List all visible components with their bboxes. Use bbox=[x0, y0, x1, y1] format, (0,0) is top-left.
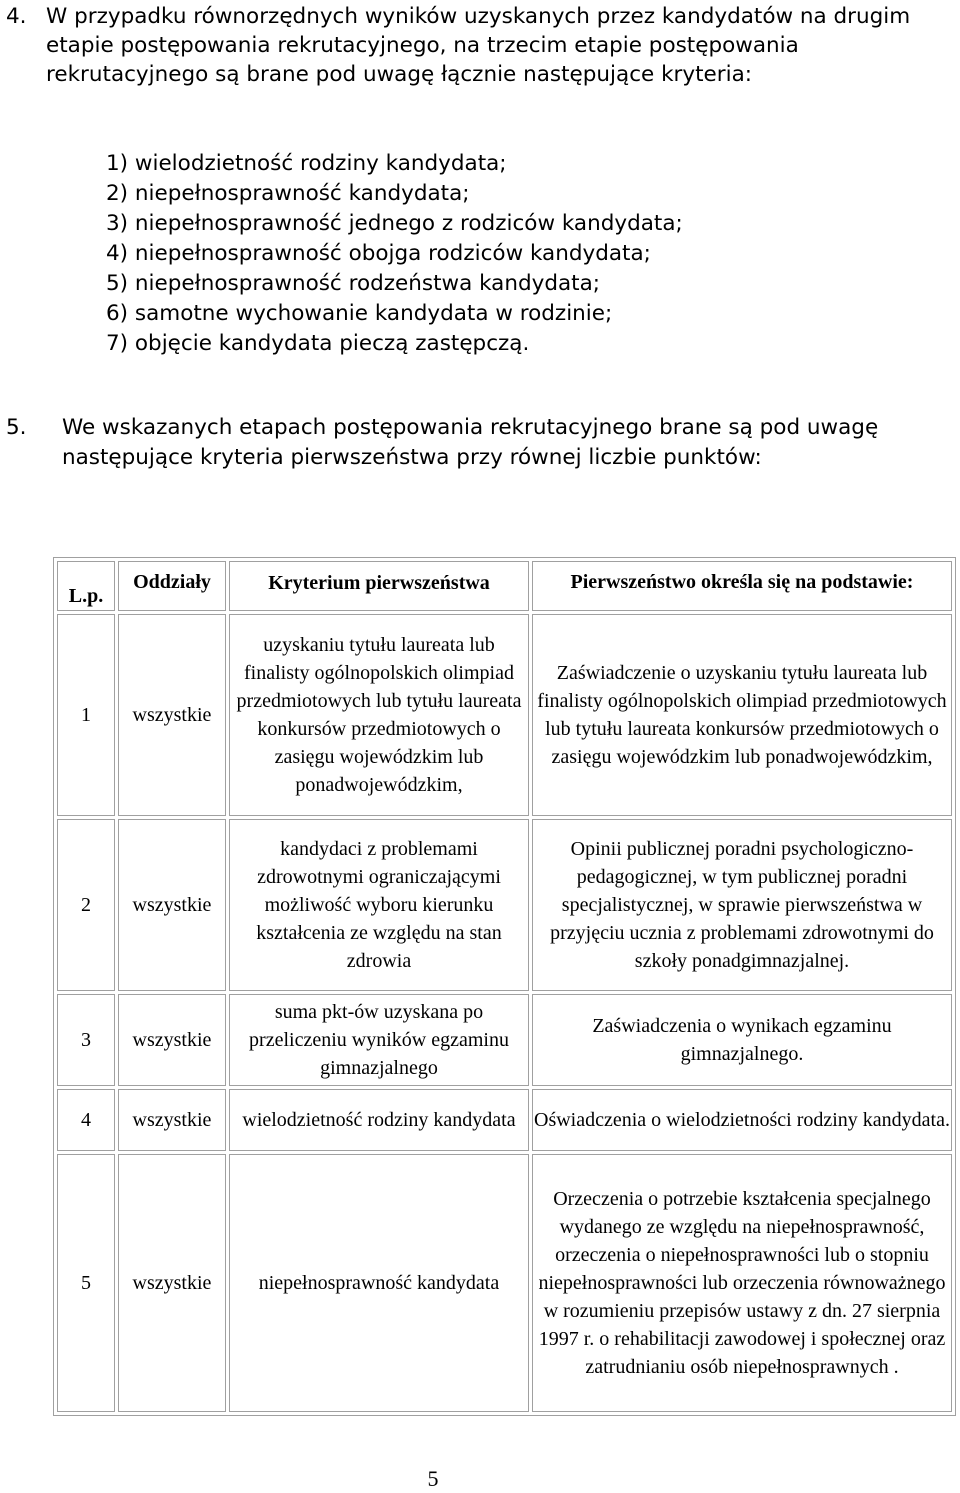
cell-podstawa: Oświadczenia o wielodzietności rodziny kandydata. bbox=[532, 1089, 952, 1151]
cell-kryterium: kandydaci z problemami zdrowotnymi ograniczającymi możliwość wyboru kierunku kształcenia ze względu na stan zdrowia bbox=[229, 819, 529, 991]
cell-lp: 1 bbox=[57, 614, 115, 816]
criteria-item: 1) wielodzietność rodziny kandydata; bbox=[106, 151, 507, 176]
cell-oddzialy: wszystkie bbox=[118, 1154, 226, 1412]
priority-table bbox=[53, 557, 956, 1416]
cell-podstawa: Zaświadczenia o wynikach egzaminu gimnazjalnego. bbox=[532, 994, 952, 1086]
cell-podstawa: Opinii publicznej poradni psychologiczno-pedagogicznej, w tym publicznej poradni specjalistycznej, w sprawie pierwszeństwa w przyjęciu ucznia z problemami zdrowotnymi do szkoły ponadgimnazjalnej. bbox=[532, 819, 952, 991]
cell-lp: 4 bbox=[57, 1089, 115, 1151]
cell-kryterium: uzyskaniu tytułu laureata lub finalisty ogólnopolskich olimpiad przedmiotowych lub tytułu laureata konkursów przedmiotowych o zasięgu wojewódzkim lub ponadwojewódzkim, bbox=[229, 614, 529, 816]
criteria-item: 2) niepełnosprawność kandydata; bbox=[106, 181, 470, 206]
table-row bbox=[57, 614, 952, 816]
section-4 bbox=[6, 2, 956, 89]
section-5 bbox=[6, 413, 956, 473]
cell-oddzialy: wszystkie bbox=[118, 1089, 226, 1151]
cell-lp: 5 bbox=[57, 1154, 115, 1412]
criteria-list bbox=[106, 149, 683, 359]
table-row bbox=[57, 1154, 952, 1412]
header-podstawa: Pierwszeństwo określa się na podstawie: bbox=[532, 561, 952, 611]
cell-podstawa: Zaświadczenie o uzyskaniu tytułu laureata lub finalisty ogólnopolskich olimpiad przedmiotowych lub tytułu laureata konkursów przedmiotowych o zasięgu wojewódzkim lub ponadwojewódzkim, bbox=[532, 614, 952, 816]
table-header-row bbox=[57, 561, 952, 611]
section-4-text: W przypadku równorzędnych wyników uzyskanych przez kandydatów na drugim etapie postępowania rekrutacyjnego, na trzecim etapie postępowania rekrutacyjnego są brane pod uwagę łącznie następujące kryteria: bbox=[46, 4, 911, 87]
section-5-number: 5. bbox=[6, 415, 27, 440]
criteria-item: 7) objęcie kandydata pieczą zastępczą. bbox=[106, 331, 530, 356]
cell-oddzialy: wszystkie bbox=[118, 614, 226, 816]
cell-kryterium: wielodzietność rodziny kandydata bbox=[229, 1089, 529, 1151]
cell-kryterium: niepełnosprawność kandydata bbox=[229, 1154, 529, 1412]
section-4-number: 4. bbox=[6, 4, 27, 29]
header-kryterium: Kryterium pierwszeństwa bbox=[229, 561, 529, 611]
table-row bbox=[57, 1089, 952, 1151]
criteria-item: 4) niepełnosprawność obojga rodziców kandydata; bbox=[106, 241, 651, 266]
table-row bbox=[57, 819, 952, 991]
criteria-item: 5) niepełnosprawność rodzeństwa kandydata; bbox=[106, 271, 601, 296]
page-number: 5 bbox=[427, 1466, 439, 1491]
table-row bbox=[57, 994, 952, 1086]
section-5-text: We wskazanych etapach postępowania rekrutacyjnego brane są pod uwagę następujące kryteria pierwszeństwa przy równej liczbie punktów: bbox=[62, 415, 879, 470]
criteria-item: 6) samotne wychowanie kandydata w rodzinie; bbox=[106, 301, 613, 326]
cell-lp: 2 bbox=[57, 819, 115, 991]
cell-oddzialy: wszystkie bbox=[118, 994, 226, 1086]
cell-oddzialy: wszystkie bbox=[118, 819, 226, 991]
cell-kryterium: suma pkt-ów uzyskana po przeliczeniu wyników egzaminu gimnazjalnego bbox=[229, 994, 529, 1086]
cell-lp: 3 bbox=[57, 994, 115, 1086]
header-lp: L.p. bbox=[57, 561, 115, 611]
header-oddzialy: Oddziały bbox=[118, 561, 226, 611]
criteria-item: 3) niepełnosprawność jednego z rodziców kandydata; bbox=[106, 211, 683, 236]
cell-podstawa: Orzeczenia o potrzebie kształcenia specjalnego wydanego ze względu na niepełnosprawność, orzeczenia o niepełnosprawności lub o stopniu niepełnosprawności lub orzeczenia równoważnego w rozumieniu przepisów ustawy z dn. 27 sierpnia 1997 r. o rehabilitacji zawodowej i społecznej oraz zatrudnianiu osób niepełnosprawnych . bbox=[532, 1154, 952, 1412]
